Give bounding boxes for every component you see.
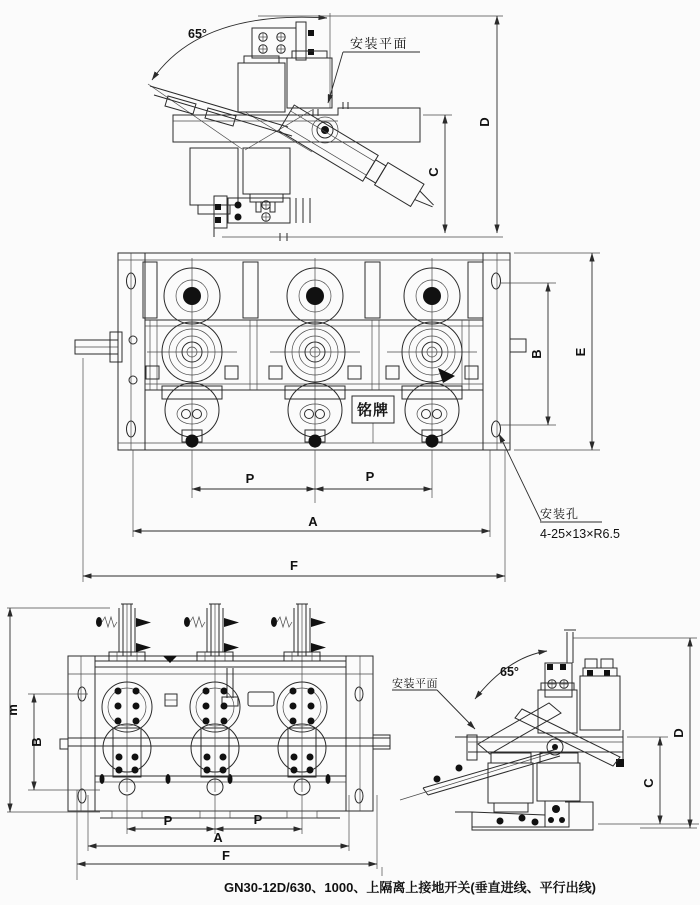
mount-plane-label: 安装平面 [392,678,438,690]
front-frame [60,656,390,811]
plan-pole-middle [269,258,361,448]
dim-label-c: C [641,778,656,788]
upper-side-view [148,13,503,241]
front-pole-left [96,604,152,795]
dimension-p-plan [192,450,432,503]
dim-label-b: B [529,349,544,359]
dim-label-m: m [5,704,20,716]
upper-insulator-stacks [238,51,332,112]
bottom-terminal-assembly [214,196,310,241]
lower-insulator-stacks [488,753,580,812]
base-feet [100,811,340,818]
dimension-c-lower [598,737,699,824]
dimension-a-plan [133,450,490,537]
dim-label-f: F [290,558,298,573]
dim-label-a: A [213,830,223,845]
dim-label-p-right: P [253,812,263,827]
dim-label-d: D [477,117,492,127]
dimension-p-front [127,795,302,834]
nameplate [352,396,394,443]
dim-label-p-right: P [365,469,375,484]
dim-label-d: D [671,728,686,738]
nameplate-label: 铭牌 [356,402,390,419]
dim-label-b: B [29,737,44,747]
dimension-d-lower [573,638,697,828]
dim-label-f: F [222,848,230,863]
dim-label-p-left: P [245,471,255,486]
dim-label-c: C [426,167,441,177]
mounting-hole-spec: 4-25×13×R6.5 [540,527,620,541]
lower-side-view [392,630,699,830]
open-blade-arm [150,86,292,136]
plan-view [75,253,620,582]
mount-plane-label: 安装平面 [350,36,409,51]
plan-pole-left [146,258,238,448]
plan-frame [118,253,510,450]
dimension-f-plan [83,358,505,582]
angle-label: 65° [188,27,207,41]
dim-label-a: A [308,514,318,529]
angle-callout [475,651,547,699]
base-assembly [455,801,593,830]
plan-pole-right [386,258,478,448]
mount-plane-callout [328,36,420,103]
dim-label-p-left: P [163,813,173,828]
angle-label: 65° [500,665,519,679]
dimension-m-front [5,608,110,812]
drawing-caption: GN30-12D/630、1000、上隔离上接地开关(垂直进线、平行出线) [223,880,597,895]
dimension-e-plan [514,253,600,450]
upper-insulator-stacks [538,659,620,733]
front-view [5,604,390,880]
mounting-hole-title: 安装孔 [540,507,580,521]
dimension-b-plan [500,283,556,425]
dimension-c-upper [423,115,452,233]
angle-callout [148,13,330,149]
top-terminal [545,630,576,697]
dim-label-e: E [573,347,588,357]
front-pole-right [271,604,327,795]
front-pole-middle [184,604,240,795]
dimension-f-front [77,790,377,880]
dimension-b-front [28,694,100,790]
mount-plane-callout [392,676,475,729]
